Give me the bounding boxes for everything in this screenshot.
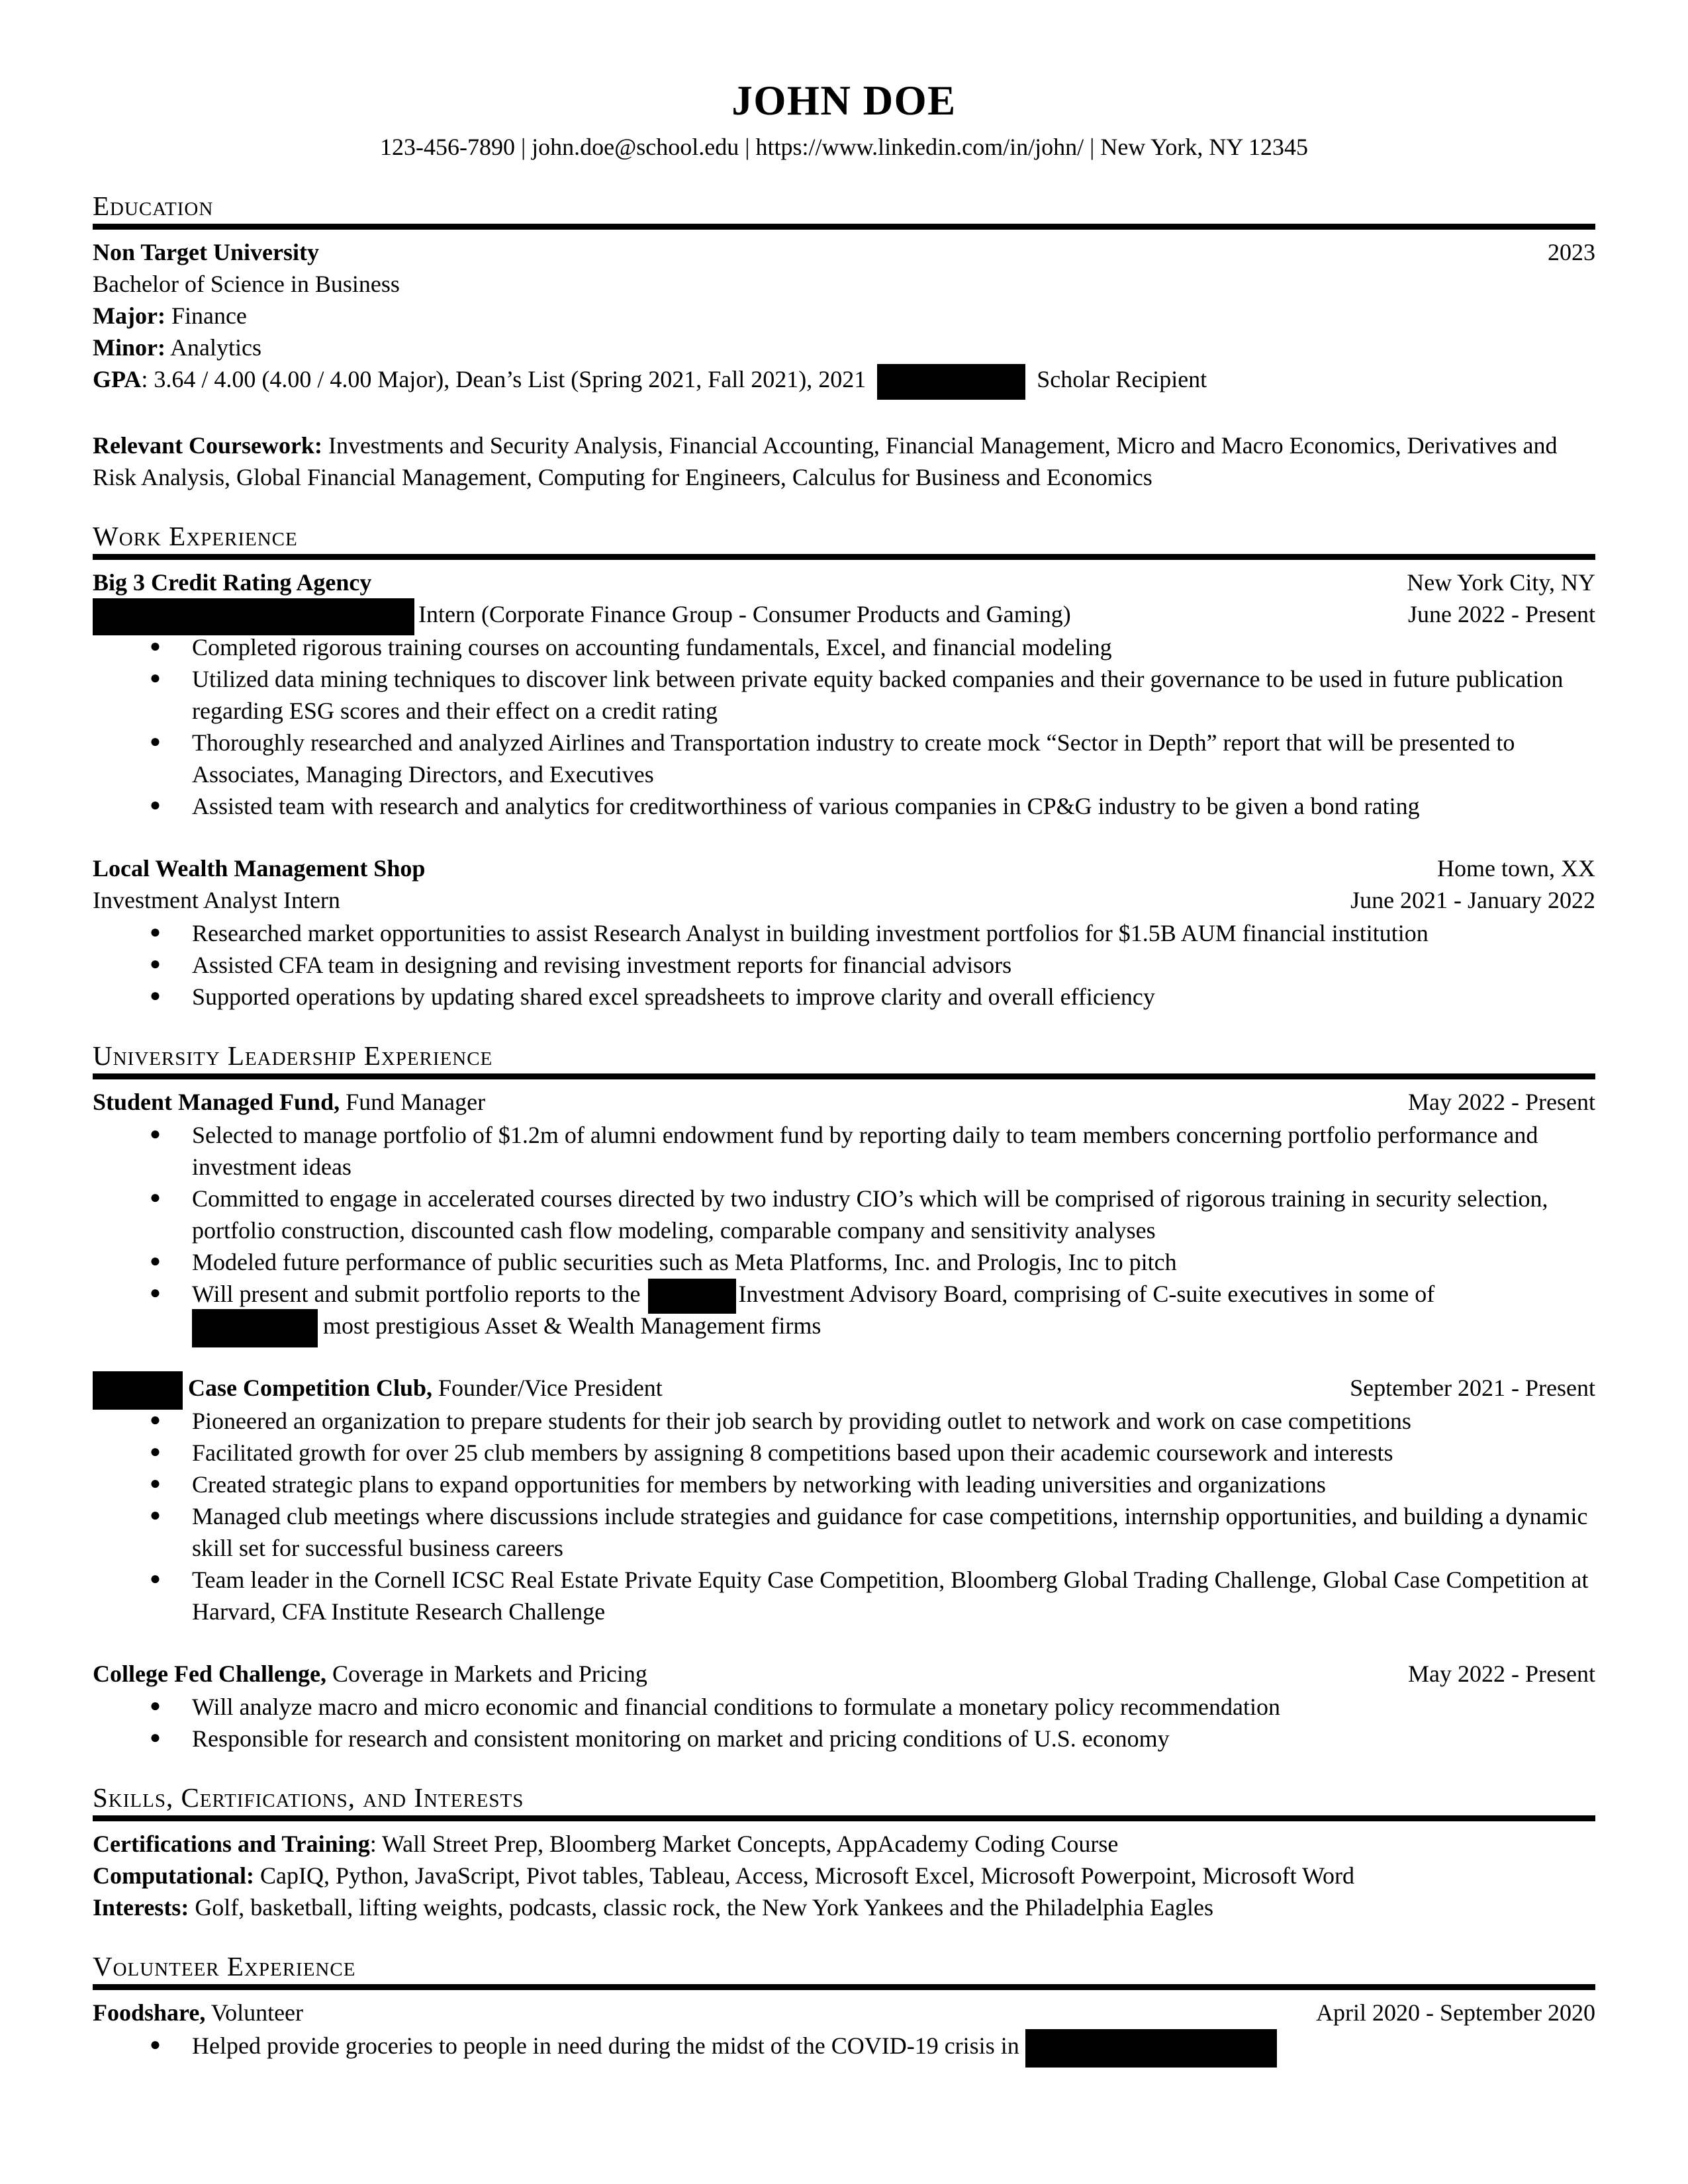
bullet-list [93,1119,1595,1342]
org-title [93,1997,303,2028]
coursework-label: Relevant Coursework: [93,432,322,459]
bullet-item [93,917,1595,949]
skills-heading-text: Skills, Certifications, and Interests [93,1782,524,1813]
bullet-text: Thoroughly researched and analyzed Airlines and Transportation industry to create mock “Sector in Depth” report that will be presented to Associates, Managing Directors, and Executives [192,729,1515,788]
bullet-item [93,981,1595,1013]
org-row [93,1997,1595,2028]
role-row [93,598,1595,630]
computational-label: Computational: [93,1862,255,1889]
section-volunteer [93,1950,1595,2062]
computational-list: CapIQ, Python, JavaScript, Pivot tables, Tableau, Access, Microsoft Excel, Microsoft Powerpoint, Microsoft Word [254,1862,1355,1889]
role-dates: June 2022 - Present [1408,601,1595,627]
education-heading [93,189,1595,230]
volunteer-heading [93,1950,1595,1990]
company-row [93,567,1595,598]
bullet-item [93,663,1595,727]
section-leadership [93,1039,1595,1754]
computational-line [93,1860,1595,1891]
bullet-item-redacted [93,1278,1595,1342]
minor-value: Analytics [165,334,261,361]
coursework-line [93,430,1595,493]
bullet-item [93,790,1595,822]
leadership-heading-text: University Leadership Experience [93,1040,493,1071]
bullet-text: Facilitated growth for over 25 club members by assigning 8 competitions based upon their academic coursework and interests [192,1439,1393,1466]
org-dates: April 2020 - September 2020 [1316,1999,1595,2026]
skills-heading [93,1781,1595,1821]
bullet-item [93,727,1595,790]
bullet-text: Assisted CFA team in designing and revising investment reports for financial advisors [192,952,1012,978]
bullet-text: Assisted team with research and analytics for creditworthiness of various companies in CP&G industry to be given a bond rating [192,793,1420,819]
certifications-line [93,1828,1595,1860]
major-line [93,300,1595,332]
bullet-text: Supported operations by updating shared excel spreadsheets to improve clarity and overall efficiency [192,983,1155,1010]
org-role: Fund Manager [340,1089,486,1115]
org-name: Foodshare, [93,1999,206,2026]
org-name: College Fed Challenge, [93,1661,326,1687]
certifications-label: Certifications and Training [93,1831,370,1857]
org-row [93,1372,1595,1404]
role-row [93,884,1595,916]
bullet-text: Team leader in the Cornell ICSC Real Estate Private Equity Case Competition, Bloomberg Global Trading Challenge, Global Case Competition at Harvard, CFA Institute Research Challenge [192,1567,1589,1625]
bullet-item [93,1437,1595,1469]
bullet-item [93,1500,1595,1564]
org-dates: September 2021 - Present [1350,1375,1595,1401]
bullet-item [93,1469,1595,1500]
redaction-box [93,1371,183,1410]
org-name: Student Managed Fund, [93,1089,340,1115]
company-name: Local Wealth Management Shop [93,855,426,882]
bullet-text: Utilized data mining techniques to discover link between private equity backed companies and their governance to be used in future publication regarding ESG scores and their effect on a credit rating [192,666,1564,724]
role-title: Investment Analyst Intern [93,887,340,913]
degree-line: Bachelor of Science in Business [93,271,400,297]
volunteer-heading-text: Volunteer Experience [93,1951,356,1981]
coursework-list: Investments and Security Analysis, Financial Accounting, Financial Management, Micro and Macro Economics, Derivatives and Risk Analysis, Global Financial Management, Computing for Engineers, Calculus for Business and Economics [93,432,1558,490]
major-value: Finance [165,302,247,329]
graduation-year: 2023 [1548,239,1595,265]
gpa-after: Scholar Recipient [1031,366,1207,392]
org-title [93,1086,485,1118]
bullet-text: Will analyze macro and micro economic and financial conditions to formulate a monetary policy recommendation [192,1694,1280,1720]
school-name: Non Target University [93,239,319,265]
interests-line [93,1891,1595,1923]
person-name: JOHN DOE [731,77,957,124]
bullet-list [93,1691,1595,1754]
bullet-list [93,917,1595,1013]
leadership-heading [93,1039,1595,1079]
gpa-value: : 3.64 / 4.00 (4.00 / 4.00 Major), Dean’s List (Spring 2021, Fall 2021), 2021 [141,366,872,392]
bullet-item-redacted [93,2030,1595,2062]
bullet-text: Investment Advisory Board, comprising of C-suite executives in some of [738,1281,1435,1307]
redaction-box [877,364,1025,400]
bullet-text: most prestigious Asset & Wealth Management firms [323,1312,821,1339]
contact-line: 123-456-7890 | john.doe@school.edu | https://www.linkedin.com/in/john/ | New York, NY 12345 [379,134,1309,160]
bullet-text: Selected to manage portfolio of $1.2m of alumni endowment fund by reporting daily to team members concerning portfolio performance and investment ideas [192,1122,1538,1180]
certifications-list: : Wall Street Prep, Bloomberg Market Concepts, AppAcademy Coding Course [369,1831,1119,1857]
major-label: Major: [93,302,165,329]
bullet-text: Created strategic plans to expand opportunities for members by networking with leading universities and organizations [192,1471,1326,1498]
org-role: Volunteer [205,1999,304,2026]
role-dates: June 2021 - January 2022 [1350,887,1595,913]
redaction-box [1025,2029,1277,2068]
org-dates: May 2022 - Present [1408,1089,1595,1115]
bullet-item [93,1564,1595,1627]
resume-page [93,77,1595,2062]
company-name: Big 3 Credit Rating Agency [93,569,372,596]
work-heading [93,520,1595,560]
company-location: Home town, XX [1437,855,1595,882]
bullet-item [93,631,1595,663]
minor-label: Minor: [93,334,165,361]
bullet-text: Responsible for research and consistent monitoring on market and pricing conditions of U.S. economy [192,1725,1170,1752]
interests-list: Golf, basketball, lifting weights, podcasts, classic rock, the New York Yankees and the Philadelphia Eagles [189,1894,1214,1921]
leadership-entry-fed-challenge [93,1658,1595,1754]
bullet-item [93,1183,1595,1246]
org-role: Founder/Vice President [432,1375,663,1401]
org-row [93,1658,1595,1690]
minor-line [93,332,1595,363]
org-title [93,1372,663,1404]
org-dates: May 2022 - Present [1408,1661,1595,1687]
redaction-box [93,598,414,635]
interests-label: Interests: [93,1894,189,1921]
org-role: Coverage in Markets and Pricing [326,1661,647,1687]
bullet-item [93,1723,1595,1754]
bullet-text: Researched market opportunities to assist Research Analyst in building investment portfolios for $1.5B AUM financial institution [192,920,1429,946]
org-name: Case Competition Club, [188,1375,433,1401]
bullet-item [93,949,1595,981]
bullet-text: Committed to engage in accelerated courses directed by two industry CIO’s which will be comprised of rigorous training in security selection, portfolio construction, discounted cash flow modeling, comparable company and sensitivity analyses [192,1185,1548,1244]
redaction-box [192,1309,318,1347]
bullet-text: Helped provide groceries to people in need during the midst of the COVID-19 crisis in [192,2032,1025,2059]
education-school-row [93,236,1595,268]
bullet-item [93,1405,1595,1437]
gpa-line [93,363,1595,395]
role-title [93,598,1071,630]
bullet-text: Will present and submit portfolio reports to the [192,1281,647,1307]
section-skills [93,1781,1595,1923]
bullet-list [93,1405,1595,1627]
leadership-entry-smf [93,1086,1595,1342]
gpa-label: GPA [93,366,142,392]
work-heading-text: Work Experience [93,521,298,551]
redaction-box [648,1279,736,1314]
bullet-item [93,1119,1595,1183]
bullet-list [93,631,1595,822]
org-title [93,1658,647,1690]
role-title-text: Intern (Corporate Finance Group - Consumer Products and Gaming) [418,601,1071,627]
bullet-list [93,2030,1595,2062]
leadership-entry-case-club [93,1372,1595,1627]
bullet-text: Completed rigorous training courses on accounting fundamentals, Excel, and financial modeling [192,634,1112,660]
org-row [93,1086,1595,1118]
bullet-text: Managed club meetings where discussions include strategies and guidance for case competitions, internship opportunities, and building a dynamic skill set for successful business careers [192,1503,1588,1561]
education-heading-text: Education [93,191,214,221]
section-work-experience [93,520,1595,1013]
work-entry-wealth-shop [93,852,1595,1013]
bullet-text: Pioneered an organization to prepare students for their job search by providing outlet to network and work on case competitions [192,1408,1411,1434]
work-entry-big3 [93,567,1595,822]
company-location: New York City, NY [1407,569,1595,596]
bullet-item [93,1691,1595,1723]
bullet-item [93,1246,1595,1278]
bullet-text: Modeled future performance of public securities such as Meta Platforms, Inc. and Prologis, Inc to pitch [192,1249,1177,1275]
company-row [93,852,1595,884]
section-education [93,189,1595,493]
